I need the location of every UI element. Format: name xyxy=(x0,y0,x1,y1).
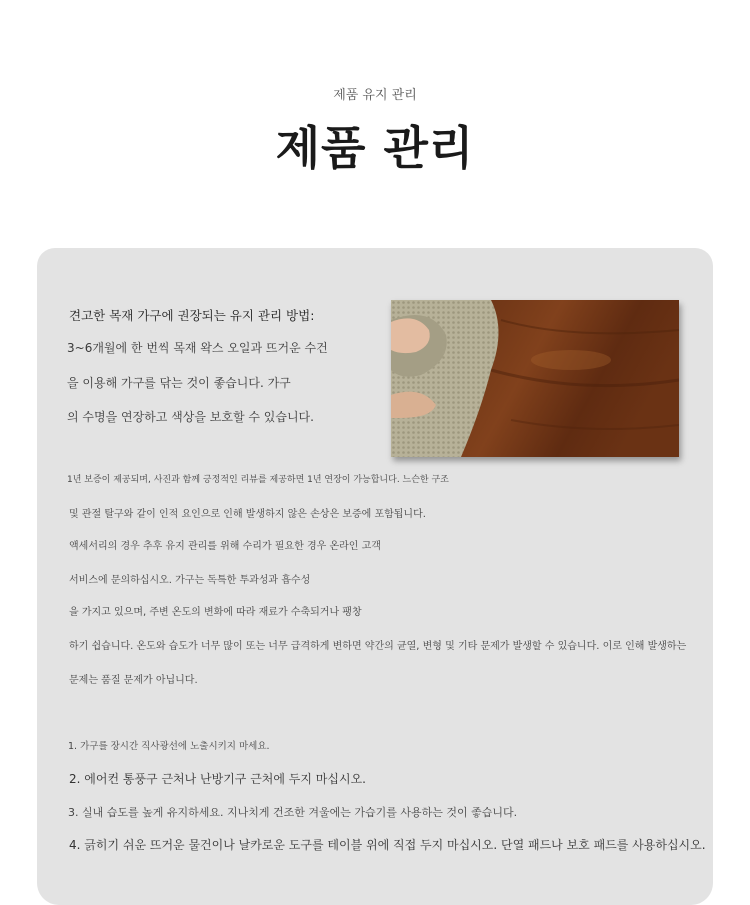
intro-line: 을 이용해 가구를 닦는 것이 좋습니다. 가구 xyxy=(67,376,291,390)
care-heading: 견고한 목재 가구에 권장되는 유지 관리 방법: xyxy=(69,308,315,323)
header-subtitle: 제품 유지 관리 xyxy=(333,88,417,103)
intro-line: 3~6개월에 한 번씩 목재 왁스 오일과 뜨거운 수건 xyxy=(67,341,328,355)
towel-wiping-wood-illustration xyxy=(391,300,679,457)
warranty-line: 액세서리의 경우 추후 유지 관리를 위해 수리가 필요한 경우 온라인 고객 xyxy=(69,541,381,552)
page-title: 제품 관리 xyxy=(275,121,475,175)
warranty-line: 및 관절 탈구와 같이 인적 요인으로 인해 발생하지 않은 손상은 보증에 포함됩니다. xyxy=(69,509,426,520)
intro-line: 의 수명을 연장하고 색상을 보호할 수 있습니다. xyxy=(67,410,314,424)
tip-item: 4. 긁히기 쉬운 뜨거운 물건이나 날카로운 도구를 테이블 위에 직접 두지 마십시오. 단열 패드나 보호 패드를 사용하십시오. xyxy=(69,838,706,852)
tip-item: 2. 에어컨 통풍구 근처나 난방기구 근처에 두지 마십시오. xyxy=(69,772,366,786)
warranty-line: 1년 보증이 제공되며, 사진과 함께 긍정적인 리뷰를 제공하면 1년 연장이 가능합니다. 느슨한 구조 xyxy=(67,475,449,485)
care-panel xyxy=(37,248,713,905)
warranty-line: 하기 쉽습니다. 온도와 습도가 너무 많이 또는 너무 급격하게 변하면 약간의 균열, 변형 및 기타 문제가 발생할 수 있습니다. 이로 인해 발생하는 xyxy=(69,641,687,652)
warranty-line: 서비스에 문의하십시오. 가구는 독특한 투과성과 흡수성 xyxy=(69,575,311,586)
tip-item: 3. 실내 습도를 높게 유지하세요. 지나치게 건조한 겨울에는 가습기를 사용하는 것이 좋습니다. xyxy=(68,806,518,819)
warranty-line: 을 가지고 있으며, 주변 온도의 변화에 따라 재료가 수축되거나 팽창 xyxy=(69,607,362,618)
wood-care-photo xyxy=(391,300,679,457)
warranty-line: 문제는 품질 문제가 아닙니다. xyxy=(69,675,198,686)
tip-item: 1. 가구를 장시간 직사광선에 노출시키지 마세요. xyxy=(68,741,270,752)
